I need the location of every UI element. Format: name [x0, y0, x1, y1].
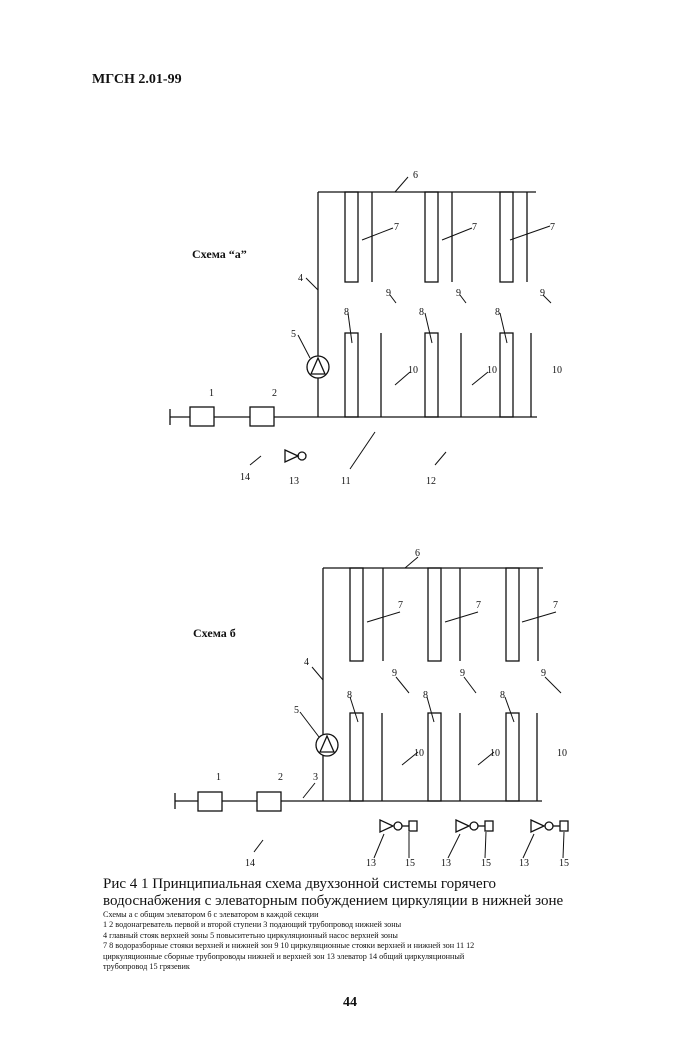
- label-2: 2: [278, 772, 283, 783]
- label-7: 7: [472, 222, 477, 233]
- elevator-assembly: [456, 820, 493, 832]
- elevator-assembly: [531, 820, 568, 832]
- upper-riser-pair: [428, 568, 441, 661]
- label-1: 1: [216, 772, 221, 783]
- label-10: 10: [557, 748, 567, 759]
- page-number: 44: [343, 995, 357, 1010]
- label-9: 9: [456, 288, 461, 299]
- figure-caption: [103, 876, 623, 972]
- label-7: 7: [398, 600, 403, 611]
- scheme-a-labels: [192, 170, 562, 487]
- heater-2: [250, 407, 274, 426]
- label-10: 10: [552, 365, 562, 376]
- elevator-13: [285, 450, 298, 462]
- heater-1: [198, 792, 222, 811]
- scheme-b-title: Схема б: [193, 626, 236, 640]
- label-5: 5: [294, 705, 299, 716]
- label-15: 15: [559, 858, 569, 869]
- label-1: 1: [209, 388, 214, 399]
- upper-riser-pair: [345, 192, 358, 282]
- document-header: МГСН 2.01-99: [92, 72, 182, 87]
- caption-legend-line: Схемы а с общим элеватором б с элеватором в каждой секции: [103, 910, 319, 919]
- label-8: 8: [500, 690, 505, 701]
- label-14: 14: [240, 472, 250, 483]
- caption-legend-line: трубопровод 15 грязевик: [103, 962, 190, 972]
- upper-riser-pair: [425, 192, 438, 282]
- label-14: 14: [245, 858, 255, 869]
- elevator-assembly: [380, 820, 417, 832]
- label-12: 12: [426, 476, 436, 487]
- label-8: 8: [344, 307, 349, 318]
- caption-legend-line: 7 8 водоразборные стояки верхней и нижней зон 9 10 циркуляционные стояки верхней и нижней зон 11 12: [103, 941, 475, 951]
- label-13: 13: [519, 858, 529, 869]
- label-13: 13: [441, 858, 451, 869]
- heater-2: [257, 792, 281, 811]
- label-8: 8: [495, 307, 500, 318]
- label-8: 8: [347, 690, 352, 701]
- lower-riser-pair: [428, 713, 441, 801]
- label-8: 8: [423, 690, 428, 701]
- label-7: 7: [476, 600, 481, 611]
- label-4: 4: [298, 273, 303, 284]
- lower-riser-pair: [500, 333, 513, 417]
- label-15: 15: [405, 858, 415, 869]
- lower-riser-pair: [425, 333, 438, 417]
- label-9: 9: [540, 288, 545, 299]
- label-10: 10: [487, 365, 497, 376]
- label-7: 7: [553, 600, 558, 611]
- label-10: 10: [408, 365, 418, 376]
- scheme-a-diagram: [170, 177, 551, 469]
- label-9: 9: [392, 668, 397, 679]
- label-3: 3: [313, 772, 318, 783]
- label-9: 9: [541, 668, 546, 679]
- caption-legend-line: циркуляционные сборные трубопроводы нижней и верхней зон 13 элеватор 14 общий циркуляционный: [103, 951, 465, 961]
- upper-riser-pair: [350, 568, 363, 661]
- label-2: 2: [272, 388, 277, 399]
- label-8: 8: [419, 307, 424, 318]
- scheme-a-title: Схема “а”: [192, 247, 247, 261]
- label-10: 10: [490, 748, 500, 759]
- lower-riser-pair: [345, 333, 358, 417]
- lower-riser-pair: [350, 713, 363, 801]
- label-6: 6: [413, 170, 418, 181]
- label-9: 9: [386, 288, 391, 299]
- scheme-b-diagram: [175, 557, 568, 858]
- label-7: 7: [394, 222, 399, 233]
- label-4: 4: [304, 657, 309, 668]
- label-13: 13: [366, 858, 376, 869]
- caption-legend-line: 1 2 водонагреватель первой и второй ступени 3 подающий трубопровод нижней зоны: [103, 920, 402, 930]
- caption-title-line: водоснабжения с элеваторным побуждением циркуляции в нижней зоне: [103, 893, 564, 909]
- label-10: 10: [414, 748, 424, 759]
- upper-riser-pair: [506, 568, 519, 661]
- caption-title-line: Рис 4 1 Принципиальная схема двухзонной системы горячего: [103, 876, 496, 892]
- label-6: 6: [415, 548, 420, 559]
- label-11: 11: [341, 476, 351, 487]
- upper-riser-pair: [500, 192, 513, 282]
- label-15: 15: [481, 858, 491, 869]
- leader-lines: [250, 177, 551, 469]
- caption-legend-line: 4 главный стояк верхней зоны 5 повыситетьно циркуляционный насос верхней зоны: [103, 930, 398, 940]
- label-9: 9: [460, 668, 465, 679]
- heater-1: [190, 407, 214, 426]
- lower-riser-pair: [506, 713, 519, 801]
- label-7: 7: [550, 222, 555, 233]
- label-5: 5: [291, 329, 296, 340]
- label-13: 13: [289, 476, 299, 487]
- leader-lines: [254, 557, 564, 858]
